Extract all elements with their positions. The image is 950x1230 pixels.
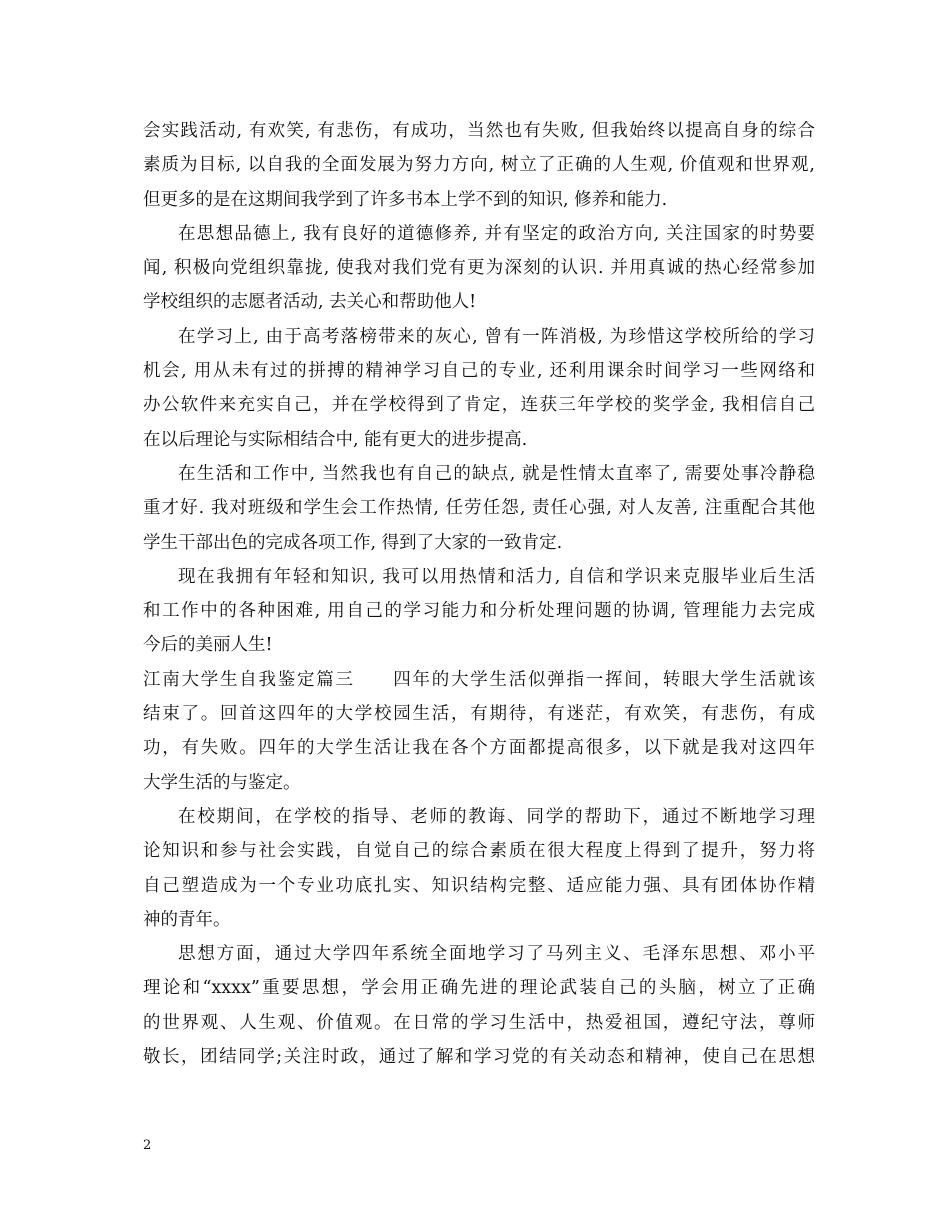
text-line: 神的青年。 — [143, 909, 231, 930]
text-line: 在思想品德上, 我有良好的道德修养, 并有坚定的政治方向, 关注国家的时势要 — [178, 223, 815, 244]
text-line: 办公软件来充实自己，并在学校得到了肯定，连获三年学校的奖学金, 我相信自己 — [143, 395, 815, 416]
text-line: 现在我拥有年轻和知识, 我可以用热情和活力, 自信和学识来克服毕业后生活 — [178, 566, 815, 587]
text-line: 机会, 用从未有过的拼搏的精神学习自己的专业, 还利用课余时间学习一些网络和 — [143, 361, 815, 382]
text-line: 在以后理论与实际相结合中, 能有更大的进步提高. — [143, 429, 528, 450]
text-line: 的世界观、人生观、价值观。在日常的学习生活中，热爱祖国，遵纪守法，尊师 — [143, 1012, 815, 1033]
text-line: 素质为目标, 以自我的全面发展为努力方向, 树立了正确的人生观, 价值观和世界观, — [143, 155, 815, 176]
text-line: 会实践活动, 有欢笑, 有悲伤，有成功，当然也有失败, 但我始终以提高自身的综合 — [143, 121, 815, 141]
text-line: 理论和“xxxx”重要思想，学会用正确先进的理论武装自己的头脑，树立了正确 — [143, 978, 815, 999]
text-line: 自己塑造成为一个专业功底扎实、知识结构完整、适应能力强、具有团体协作精 — [143, 875, 815, 896]
document-body — [143, 114, 815, 1074]
text-line: 和工作中的各种困难, 用自己的学习能力和分析处理问题的协调, 管理能力去完成 — [143, 601, 815, 622]
text-line: 思想方面，通过大学四年系统全面地学习了马列主义、毛泽东思想、邓小平 — [178, 944, 815, 965]
text-line: 学生干部出色的完成各项工作, 得到了大家的一致肯定. — [143, 532, 563, 553]
text-line: 今后的美丽人生! — [143, 635, 273, 656]
section-heading-line: 江南大学生自我鉴定篇三 四年的大学生活似弹指一挥间，转眼大学生活就该 — [143, 669, 815, 690]
text-line: 结束了。回首这四年的大学校园生活，有期待，有迷茫，有欢笑，有悲伤，有成 — [143, 704, 815, 725]
text-line: 功，有失败。四年的大学生活让我在各个方面都提高很多，以下就是我对这四年 — [143, 738, 815, 759]
text-line: 在校期间，在学校的指导、老师的教诲、同学的帮助下，通过不断地学习理 — [178, 806, 815, 827]
text-line: 大学生活的与鉴定。 — [143, 772, 301, 793]
text-line: 在生活和工作中, 当然我也有自己的缺点, 就是性情太直率了, 需要处事冷静稳 — [178, 463, 815, 484]
text-line: 重才好. 我对班级和学生会工作热情, 任劳任怨, 责任心强, 对人友善, 注重配合其他 — [143, 498, 815, 519]
text-line: 敬长，团结同学;关注时政，通过了解和学习党的有关动态和精神，使自己在思想 — [143, 1047, 815, 1068]
page-number: 2 — [143, 1138, 152, 1153]
text-line: 闻, 积极向党组织靠拢, 使我对我们党有更为深刻的认识. 并用真诚的热心经常参加 — [143, 258, 815, 279]
text-line: 但更多的是在这期间我学到了许多书本上学不到的知识, 修养和能力. — [143, 189, 668, 210]
text-line: 论知识和参与社会实践，自觉自己的综合素质在很大程度上得到了提升，努力将 — [143, 841, 815, 862]
text-line: 学校组织的志愿者活动, 去关心和帮助他人! — [143, 292, 477, 313]
text-line: 在学习上, 由于高考落榜带来的灰心, 曾有一阵消极, 为珍惜这学校所给的学习 — [178, 326, 815, 347]
